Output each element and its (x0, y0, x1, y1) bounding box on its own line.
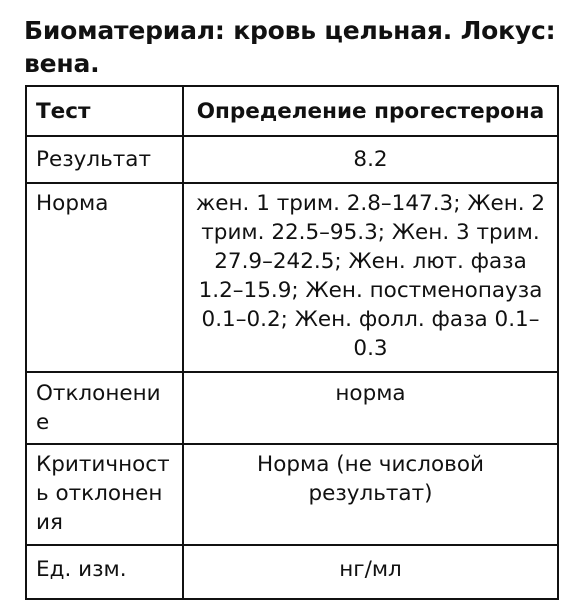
row-label: Результат (26, 136, 183, 183)
page-title: Биоматериал: кровь цельная. Локус: вена. (24, 16, 556, 78)
row-label: Норма (26, 183, 183, 372)
row-value: Норма (не числовой результат) (183, 444, 558, 545)
table-row-norm (26, 183, 558, 372)
row-value: нг/мл (183, 545, 558, 599)
header-value-cell: Определение прогестерона (183, 86, 558, 136)
table-row-criticality (26, 444, 558, 545)
header-label-cell: Тест (26, 86, 183, 136)
table-row-unit (26, 545, 558, 599)
table-row-result (26, 136, 558, 183)
row-label: Критичность отклонения (26, 444, 183, 545)
row-label: Ед. изм. (26, 545, 183, 599)
row-value: норма (183, 372, 558, 444)
table-row-deviation (26, 372, 558, 444)
row-label: Отклонение (26, 372, 183, 444)
row-value: 8.2 (183, 136, 558, 183)
row-value: жен. 1 трим. 2.8–147.3; Жен. 2 трим. 22.5–95.3; Жен. 3 трим. 27.9–242.5; Жен. лют. фаза 1.2–15.9; Жен. постменопауза 0.1–0.2; Жен. фолл. фаза 0.1–0.3 (183, 183, 558, 372)
table-header-row (26, 86, 558, 136)
result-table (25, 85, 559, 600)
